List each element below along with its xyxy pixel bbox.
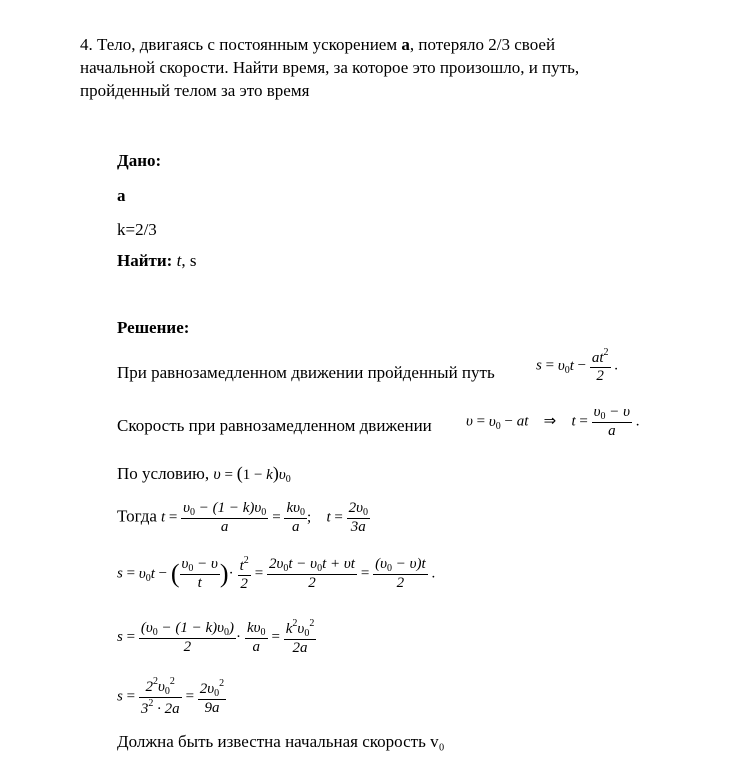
conclusion: Должна быть известна начальная скорость v₀ — [117, 732, 445, 751]
condition-statement: По условию, $\upsilon = (1 - k)\upsilon_0$ — [117, 463, 291, 485]
path-with-k: s = $\frac{(\upsilon_0 - (1 - k)\upsilon_0)}{2}$ · $\frac{k\upsilon_0}{a}$ = $\frac{k^2\upsilon_0^2}{2a}$ — [117, 618, 315, 656]
speed-formula: $\upsilon = \upsilon_0$ − at ⇒ t = $\frac{\upsilon_0 - \upsilon}{a}$ . — [466, 404, 640, 439]
speed-statement: Скорость при равнозамедленном движении — [117, 416, 432, 435]
path-result: s = $\frac{2^2\upsilon_0^2}{3^2 \cdot 2a}$ = $\frac{2\upsilon_0^2}{9a}$ — [117, 676, 225, 717]
given-heading: Дано: — [117, 151, 162, 170]
problem-line-1: 4. Тело, двигаясь с постоянным ускорением a, потеряло 2/3 своей — [80, 35, 556, 54]
given-ratio: k=2/3 — [117, 220, 157, 239]
solution-heading: Решение: — [117, 318, 190, 337]
path-formula: $s = \upsilon_0t$ − $\frac{at^2}{2}$ . — [536, 347, 619, 384]
find-line: Найти: t, s — [117, 251, 197, 270]
given-acceleration: a — [117, 186, 126, 205]
then-formula: Тогда t = $\frac{\upsilon_0 - (1 - k)\upsilon_0}{a}$ = $\frac{k\upsilon_0}{a}$ ; t = $\frac{2\upsilon_0}{3a}$ — [117, 500, 368, 535]
problem-line-2: начальной скорости. Найти время, за которое это произошло, и путь, — [80, 58, 580, 77]
path-statement: При равнозамедленном движении пройденный путь — [117, 363, 495, 382]
path-derivation: $s = \upsilon_0t$ − ( $\frac{\upsilon_0 - \upsilon}{t}$ )· $\frac{t^2}{2}$ = $\frac{2\upsilon_0t - \upsilon_0t + \upsilon t}{2}$ = $\frac{(\upsilon_0 - \upsilon)t}{2}$ . — [117, 555, 436, 592]
problem-line-3: пройденный телом за это время — [80, 81, 310, 100]
